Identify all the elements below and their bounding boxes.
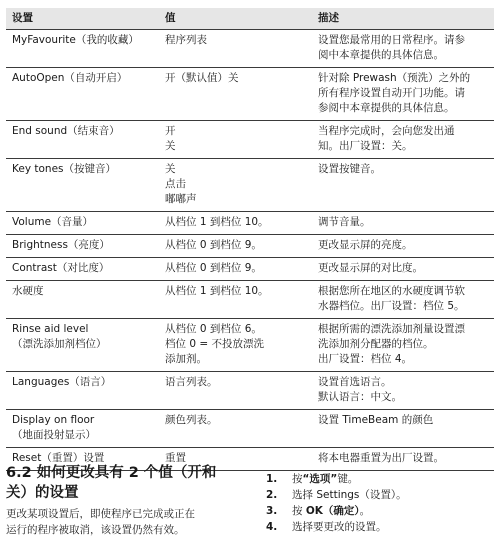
header-value: 值 <box>159 8 312 30</box>
step-item <box>266 471 498 487</box>
cell-text-line: 设置首选语言。 <box>318 376 392 388</box>
cell-text-line: 参阅中本章提供的具体信息。 <box>318 102 455 114</box>
cell-text-line: Contrast（对比度） <box>12 262 110 274</box>
cell-text-line: 从档位 0 到档位 6。 <box>165 323 262 335</box>
cell-text-line: （地面投射显示） <box>12 429 96 441</box>
step-item <box>266 487 498 503</box>
cell-text-line: 出厂设置：档位 4。 <box>318 353 413 365</box>
table-row <box>6 121 494 159</box>
step-text: 选择要更改的设置。 <box>292 521 387 533</box>
setting-name-cell <box>6 372 159 410</box>
setting-description-cell <box>312 410 494 448</box>
cell-text-line: 更改显示屏的亮度。 <box>318 239 413 251</box>
cell-text-line: 添加剂。 <box>165 353 207 365</box>
setting-value-cell <box>159 319 312 372</box>
cell-text-line: 从档位 0 到档位 9。 <box>165 239 262 251</box>
setting-description-cell <box>312 372 494 410</box>
step-text: 按“选项”键。 <box>292 473 359 485</box>
cell-text-line: Volume（音量） <box>12 216 94 228</box>
cell-text-line: 所有程序设置自动开门功能。请 <box>318 87 465 99</box>
setting-name-cell <box>6 319 159 372</box>
header-description: 描述 <box>312 8 494 30</box>
cell-text-line: 重置 <box>165 452 186 464</box>
cell-text-line: 档位 0 = 不投放漂洗 <box>165 338 264 350</box>
setting-name-cell <box>6 159 159 212</box>
section-paragraph: 更改某项设置后，即使程序已完成或正在 运行的程序被取消，该设置仍然有效。 <box>6 508 195 536</box>
table-row <box>6 68 494 121</box>
step-number: 4. <box>266 521 278 533</box>
setting-description-cell <box>312 281 494 319</box>
cell-text-line: Display on floor <box>12 414 95 426</box>
step-item <box>266 519 498 535</box>
setting-name-cell <box>6 121 159 159</box>
cell-text-line: 水器档位。出厂设置：档位 5。 <box>318 300 465 312</box>
cell-text-line: Brightness（亮度） <box>12 239 110 251</box>
setting-description-cell <box>312 258 494 281</box>
setting-value-cell <box>159 372 312 410</box>
setting-value-cell <box>159 235 312 258</box>
cell-text-line: 从档位 1 到档位 10。 <box>165 285 269 297</box>
setting-value-cell <box>159 30 312 68</box>
table-row <box>6 30 494 68</box>
setting-value-cell <box>159 410 312 448</box>
cell-text-line: End sound（结束音） <box>12 125 120 137</box>
setting-value-cell <box>159 68 312 121</box>
setting-description-cell <box>312 448 494 471</box>
cell-text-line: 洗添加剂分配器的档位。 <box>318 338 434 350</box>
cell-text-line: 点击 <box>165 178 186 190</box>
cell-text-line: 调节音量。 <box>318 216 371 228</box>
cell-text-line: Rinse aid level <box>12 323 89 335</box>
cell-text-line: 根据所需的漂洗添加剂量设置漂 <box>318 323 465 335</box>
cell-text-line: Languages（语言） <box>12 376 112 388</box>
cell-text-line: 根据您所在地区的水硬度调节软 <box>318 285 465 297</box>
cell-text-line: Key tones（按键音） <box>12 163 117 175</box>
cell-text-line: 关 <box>165 140 176 152</box>
setting-name-cell <box>6 30 159 68</box>
table-body <box>6 30 494 471</box>
cell-text-line: 设置您最常用的日常程序。请参 <box>318 34 465 46</box>
cell-text-line: Reset（重置）设置 <box>12 452 105 464</box>
steps-list <box>266 471 498 535</box>
setting-description-cell <box>312 159 494 212</box>
step-key-label: “选项” <box>302 473 338 485</box>
step-text: 选择 Settings（设置）。 <box>292 489 407 501</box>
setting-description-cell <box>312 68 494 121</box>
cell-text-line: 关 <box>165 163 176 175</box>
cell-text-line: 开 <box>165 125 176 137</box>
step-number: 2. <box>266 489 278 501</box>
cell-text-line: 从档位 0 到档位 9。 <box>165 262 262 274</box>
setting-name-cell <box>6 258 159 281</box>
setting-description-cell <box>312 121 494 159</box>
cell-text-line: 语言列表。 <box>165 376 218 388</box>
setting-value-cell <box>159 212 312 235</box>
cell-text-line: 知。出厂设置：关。 <box>318 140 413 152</box>
cell-text-line: 颜色列表。 <box>165 414 218 426</box>
step-number: 3. <box>266 505 278 517</box>
table-row <box>6 372 494 410</box>
cell-text-line: 嘟嘟声 <box>165 193 197 205</box>
setting-description-cell <box>312 319 494 372</box>
cell-text-line: 将本电器重置为出厂设置。 <box>318 452 444 464</box>
setting-name-cell <box>6 281 159 319</box>
cell-text-line: 水硬度 <box>12 285 44 297</box>
setting-description-cell <box>312 212 494 235</box>
setting-description-cell <box>312 235 494 258</box>
setting-name-cell <box>6 410 159 448</box>
table-row <box>6 159 494 212</box>
cell-text-line: 程序列表 <box>165 34 207 46</box>
table-header-row <box>6 8 494 30</box>
table-row <box>6 212 494 235</box>
table-row <box>6 281 494 319</box>
step-item <box>266 503 498 519</box>
header-setting: 设置 <box>6 8 159 30</box>
cell-text-line: （漂洗添加剂档位） <box>12 338 107 350</box>
cell-text-line: 从档位 1 到档位 10。 <box>165 216 269 228</box>
cell-text-line: 开（默认值）关 <box>165 72 239 84</box>
setting-name-cell <box>6 68 159 121</box>
cell-text-line: AutoOpen（自动开启） <box>12 72 128 84</box>
cell-text-line: 当程序完成时，会向您发出通 <box>318 125 455 137</box>
setting-description-cell <box>312 30 494 68</box>
cell-text-line: MyFavourite（我的收藏） <box>12 34 139 46</box>
cell-text-line: 阅中本章提供的具体信息。 <box>318 49 444 61</box>
setting-name-cell <box>6 212 159 235</box>
section-heading: 6.2 如何更改具有 2 个值（开和 关）的设置 <box>6 465 217 501</box>
setting-value-cell <box>159 121 312 159</box>
setting-value-cell <box>159 281 312 319</box>
cell-text-line: 针对除 Prewash（预洗）之外的 <box>318 72 471 84</box>
step-text: 按 OK（确定）。 <box>292 505 371 517</box>
cell-text-line: 更改显示屏的对比度。 <box>318 262 423 274</box>
cell-text-line: 设置 TimeBeam 的颜色 <box>318 414 434 426</box>
setting-value-cell <box>159 159 312 212</box>
table-row <box>6 319 494 372</box>
step-key-label: OK（确定） <box>305 505 360 517</box>
cell-text-line: 默认语言：中文。 <box>318 391 402 403</box>
setting-name-cell <box>6 235 159 258</box>
table-row <box>6 235 494 258</box>
table-row <box>6 410 494 448</box>
setting-value-cell <box>159 258 312 281</box>
step-number: 1. <box>266 473 278 485</box>
cell-text-line: 设置按键音。 <box>318 163 381 175</box>
settings-table <box>6 8 494 471</box>
table-row <box>6 258 494 281</box>
